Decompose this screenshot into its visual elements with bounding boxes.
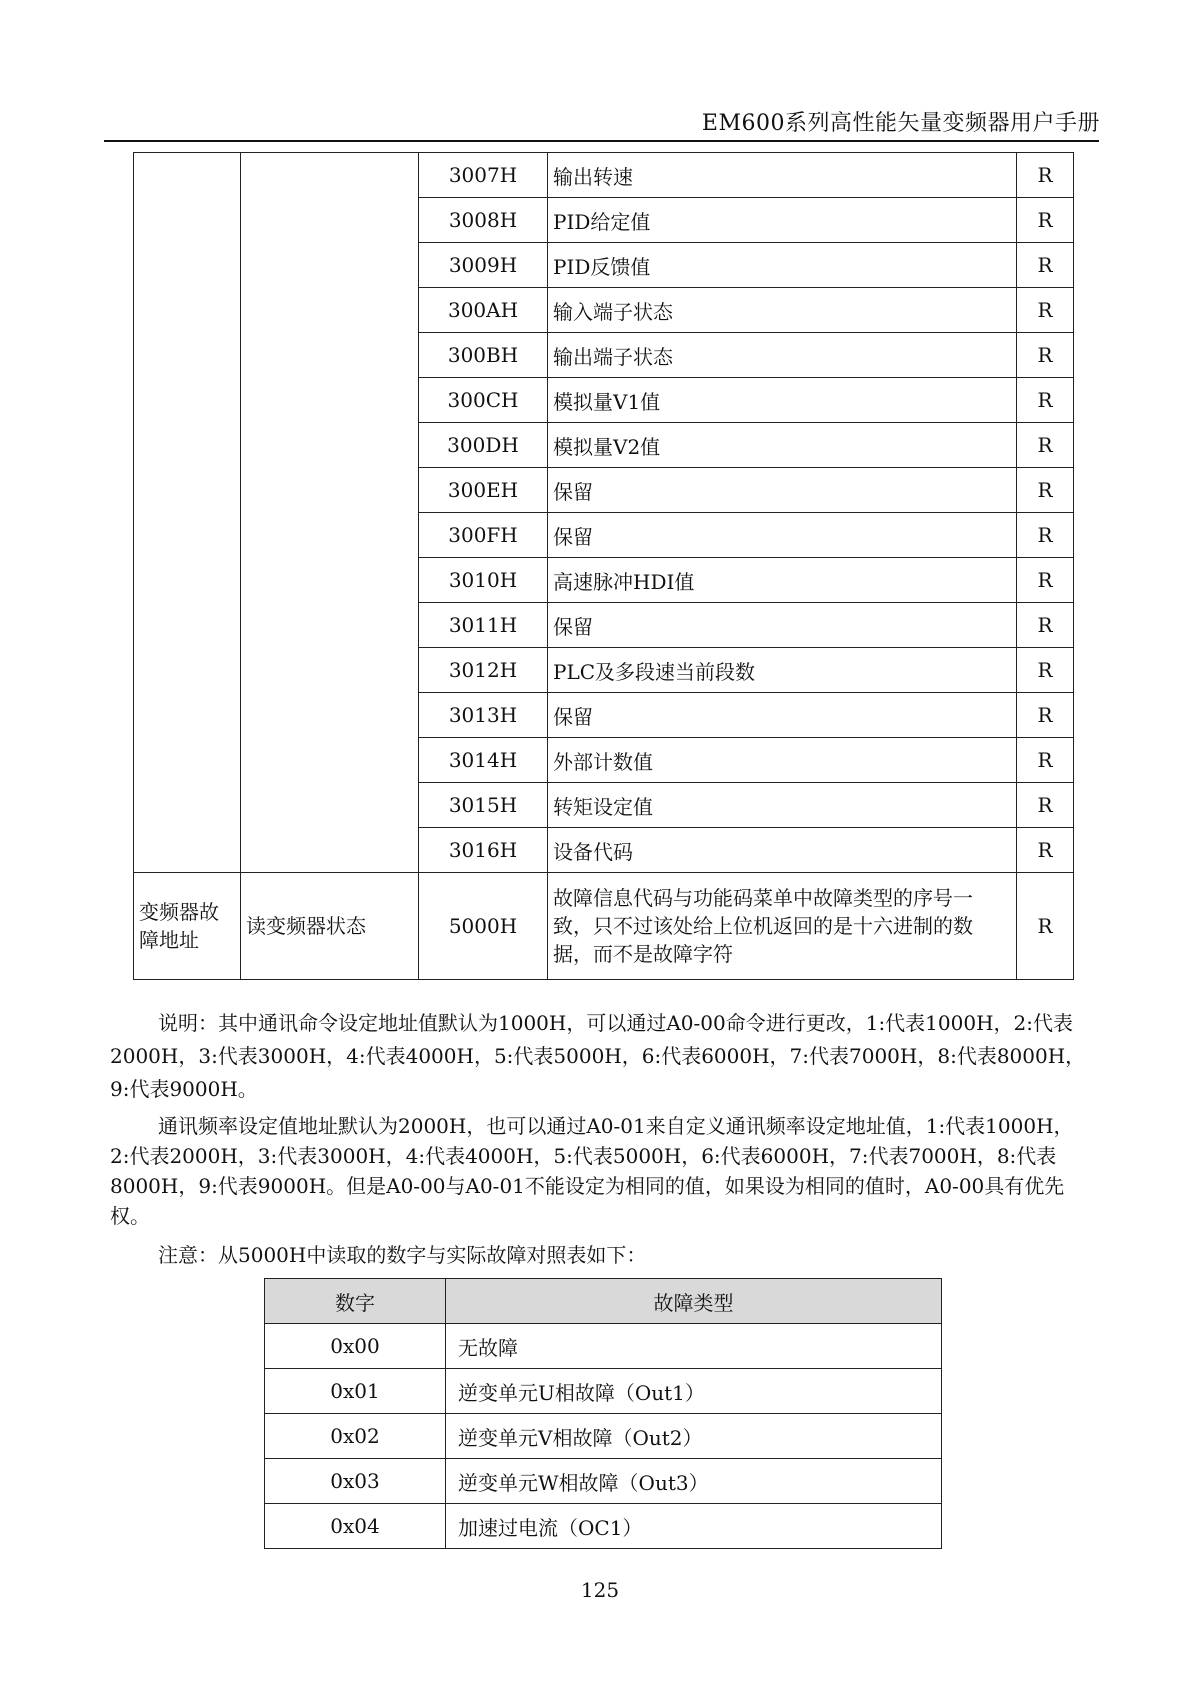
function-cell-empty	[241, 333, 419, 378]
register-row	[134, 153, 1074, 198]
register-address-cell: 3007H	[419, 153, 548, 198]
page-number: 125	[580, 1578, 620, 1602]
register-access-cell: R	[1017, 828, 1074, 873]
register-row	[134, 423, 1074, 468]
register-description-cell: 模拟量V2值	[548, 423, 1017, 468]
register-description-cell: 输出转速	[548, 153, 1017, 198]
register-description-cell: 输入端子状态	[548, 288, 1017, 333]
register-access-cell: R	[1017, 513, 1074, 558]
register-row	[134, 468, 1074, 513]
register-access-cell: R	[1017, 783, 1074, 828]
fault-code-cell: 0x02	[265, 1414, 446, 1459]
function-cell-empty	[241, 783, 419, 828]
category-cell-empty	[134, 333, 241, 378]
register-row	[134, 333, 1074, 378]
category-cell-empty	[134, 693, 241, 738]
note-command-address: 说明：其中通讯命令设定地址值默认为1000H，可以通过A0-00命令进行更改，1:代表1000H，2:代表2000H，3:代表3000H，4:代表4000H，5:代表5000H，6:代表6000H，7:代表7000H，8:代表8000H，9:代表9000H。	[110, 1011, 1086, 1101]
register-description-cell: 高速脉冲HDI值	[548, 558, 1017, 603]
function-cell-empty	[241, 828, 419, 873]
category-cell-empty	[134, 513, 241, 558]
fault-type-cell: 逆变单元W相故障（Out3）	[446, 1459, 942, 1504]
fault-type-cell: 加速过电流（OC1）	[446, 1504, 942, 1549]
register-address-cell: 300BH	[419, 333, 548, 378]
fault-access-cell: R	[1017, 873, 1074, 980]
fault-code-row	[265, 1324, 942, 1369]
register-address-cell: 3011H	[419, 603, 548, 648]
register-table	[133, 152, 1074, 980]
running-header-title: EM600系列高性能矢量变频器用户手册	[701, 111, 1100, 136]
category-cell-empty	[134, 423, 241, 468]
function-cell-empty	[241, 558, 419, 603]
register-address-cell: 3009H	[419, 243, 548, 288]
register-address-cell: 3008H	[419, 198, 548, 243]
register-access-cell: R	[1017, 288, 1074, 333]
fault-code-table	[264, 1278, 942, 1549]
function-cell-empty	[241, 693, 419, 738]
category-cell-empty	[134, 378, 241, 423]
function-cell-empty	[241, 468, 419, 513]
register-description-cell: 保留	[548, 468, 1017, 513]
function-cell-empty	[241, 243, 419, 288]
register-address-cell: 3012H	[419, 648, 548, 693]
register-description-cell: 保留	[548, 513, 1017, 558]
register-description-cell: 保留	[548, 693, 1017, 738]
function-cell-empty	[241, 288, 419, 333]
fault-description-cell: 故障信息代码与功能码菜单中故障类型的序号一致，只不过该处给上位机返回的是十六进制的数据，而不是故障字符	[548, 873, 1017, 980]
register-description-cell: 保留	[548, 603, 1017, 648]
category-cell-empty	[134, 198, 241, 243]
register-description-cell: 转矩设定值	[548, 783, 1017, 828]
register-description-cell: 模拟量V1值	[548, 378, 1017, 423]
fault-code-cell: 0x03	[265, 1459, 446, 1504]
register-access-cell: R	[1017, 243, 1074, 288]
fault-function-cell: 读变频器状态	[241, 873, 419, 980]
fault-code-row	[265, 1414, 942, 1459]
register-address-cell: 3015H	[419, 783, 548, 828]
function-cell-empty	[241, 648, 419, 693]
register-access-cell: R	[1017, 558, 1074, 603]
category-cell-empty	[134, 288, 241, 333]
register-description-cell: PID给定值	[548, 198, 1017, 243]
category-cell-empty	[134, 468, 241, 513]
register-row	[134, 783, 1074, 828]
function-cell-empty	[241, 738, 419, 783]
register-row	[134, 243, 1074, 288]
fault-type-cell: 无故障	[446, 1324, 942, 1369]
register-description-cell: PID反馈值	[548, 243, 1017, 288]
register-address-cell: 3014H	[419, 738, 548, 783]
fault-type-cell: 逆变单元V相故障（Out2）	[446, 1414, 942, 1459]
register-row	[134, 828, 1074, 873]
register-description-cell: 输出端子状态	[548, 333, 1017, 378]
register-address-cell: 3010H	[419, 558, 548, 603]
register-address-cell: 3013H	[419, 693, 548, 738]
fault-code-cell: 0x04	[265, 1504, 446, 1549]
register-address-cell: 300CH	[419, 378, 548, 423]
register-access-cell: R	[1017, 693, 1074, 738]
register-row	[134, 738, 1074, 783]
fault-code-header: 数字	[265, 1279, 446, 1324]
register-access-cell: R	[1017, 153, 1074, 198]
register-table-body	[134, 153, 1074, 980]
register-access-cell: R	[1017, 648, 1074, 693]
register-address-cell: 3016H	[419, 828, 548, 873]
register-row	[134, 378, 1074, 423]
fault-code-cell: 0x00	[265, 1324, 446, 1369]
category-cell-empty	[134, 243, 241, 288]
function-cell-empty	[241, 603, 419, 648]
note-fault-mapping: 注意：从5000H中读取的数字与实际故障对照表如下：	[158, 1243, 647, 1267]
fault-code-row	[265, 1369, 942, 1414]
register-access-cell: R	[1017, 198, 1074, 243]
function-cell-empty	[241, 513, 419, 558]
fault-type-header: 故障类型	[446, 1279, 942, 1324]
register-row	[134, 693, 1074, 738]
register-row	[134, 513, 1074, 558]
register-address-cell: 300AH	[419, 288, 548, 333]
register-address-cell: 300DH	[419, 423, 548, 468]
category-cell-empty	[134, 738, 241, 783]
fault-address-row	[134, 873, 1074, 980]
header-rule	[104, 140, 1099, 142]
function-cell-empty	[241, 378, 419, 423]
register-row	[134, 648, 1074, 693]
fault-type-cell: 逆变单元U相故障（Out1）	[446, 1369, 942, 1414]
function-cell-empty	[241, 153, 419, 198]
category-cell-empty	[134, 603, 241, 648]
fault-table-header-row	[265, 1279, 942, 1324]
function-cell-empty	[241, 198, 419, 243]
register-row	[134, 288, 1074, 333]
register-access-cell: R	[1017, 603, 1074, 648]
function-cell-empty	[241, 423, 419, 468]
fault-category-cell: 变频器故障地址	[134, 873, 241, 980]
register-access-cell: R	[1017, 333, 1074, 378]
fault-code-row	[265, 1459, 942, 1504]
fault-code-cell: 0x01	[265, 1369, 446, 1414]
register-address-cell: 300FH	[419, 513, 548, 558]
register-address-cell: 300EH	[419, 468, 548, 513]
fault-table-body	[265, 1324, 942, 1549]
category-cell-empty	[134, 828, 241, 873]
fault-code-row	[265, 1504, 942, 1549]
register-row	[134, 603, 1074, 648]
register-access-cell: R	[1017, 378, 1074, 423]
fault-address-cell: 5000H	[419, 873, 548, 980]
register-description-cell: 外部计数值	[548, 738, 1017, 783]
register-description-cell: PLC及多段速当前段数	[548, 648, 1017, 693]
category-cell-empty	[134, 648, 241, 693]
category-cell-empty	[134, 153, 241, 198]
register-access-cell: R	[1017, 423, 1074, 468]
register-description-cell: 设备代码	[548, 828, 1017, 873]
register-access-cell: R	[1017, 468, 1074, 513]
register-access-cell: R	[1017, 738, 1074, 783]
register-row	[134, 558, 1074, 603]
category-cell-empty	[134, 783, 241, 828]
note-frequency-address: 通讯频率设定值地址默认为2000H，也可以通过A0-01来自定义通讯频率设定地址值，1:代表1000H，2:代表2000H，3:代表3000H，4:代表4000H，5:代表5000H，6:代表6000H，7:代表7000H，8:代表8000H，9:代表9000H。但是A0-00与A0-01不能设定为相同的值，如果设为相同的值时，A0-00具有优先权。	[110, 1114, 1074, 1228]
category-cell-empty	[134, 558, 241, 603]
register-row	[134, 198, 1074, 243]
